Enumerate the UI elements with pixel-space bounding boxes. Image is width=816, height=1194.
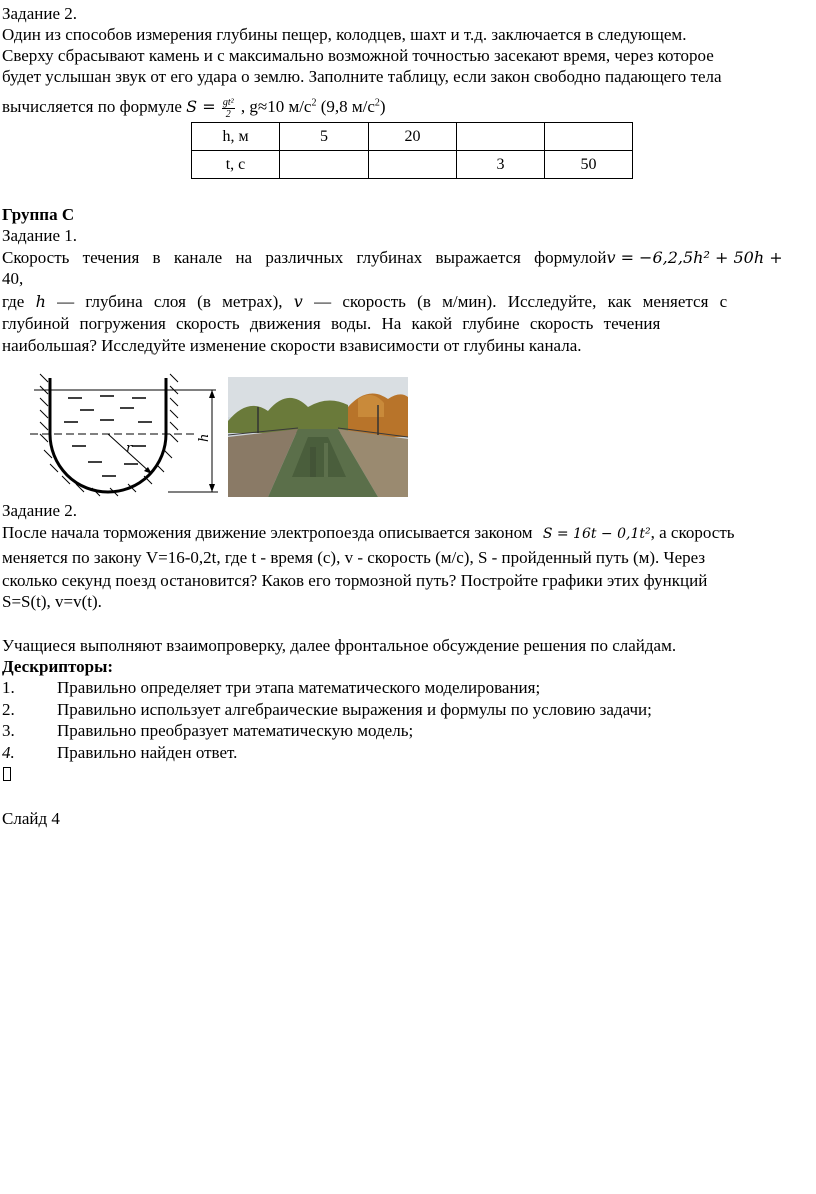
height-label: h [197,433,212,442]
task2-para-line1: Один из способов измерения глубины пещер, колодцев, шахт и т.д. заключается в следующем. [2,25,687,44]
table-cell: 5 [280,123,369,151]
list-item [0,743,816,764]
list-item [0,678,816,699]
formula-fraction [222,97,235,120]
task1-line1 [2,247,783,268]
task2b-line3: сколько секунд поезд остановится? Каков его тормозной путь? Постройте графики этих функций [2,571,708,590]
canal-cross-section-diagram [28,370,224,498]
formula-denominator: 2 [225,108,231,120]
table-cell: h, м [192,123,280,151]
table-cell: t, с [192,151,280,179]
task2b-line4: S=S(t), v=v(t). [2,592,102,611]
var-v: v [293,292,303,311]
g-value-alt: (9,8 м/с [316,97,375,116]
task1-line2: 40, [2,269,24,288]
task1-intro: Скорость течения в канале на различных глубинах выражается формулой [2,248,607,267]
g-exp-alt: 2 [374,97,380,109]
canal-photo [228,377,408,497]
slide-label: Слайд 4 [2,809,60,828]
task2b-line1 [2,522,735,545]
descriptors-heading: Дескрипторы: [2,657,114,676]
table-cell [280,151,369,179]
task1-h-def: — глубина слоя (в метрах), [57,292,283,311]
task2b-intro: После начала торможения движение электропоезда описывается законом [2,523,533,542]
task2-para-line3: будет услышан звук от его удара о землю. Заполните таблицу, если закон свободно падающего тела [2,67,722,86]
list-item-text: Правильно использует алгебраические выражения и формулы по условию задачи; [57,700,652,719]
task2-title: Задание 2. [2,4,77,23]
task2b-line2: меняется по закону V=16-0,2t, где t - время (с), v - скорость (м/с), S - пройденный путь (м). Через [2,548,706,567]
list-item [0,700,816,721]
table-cell: 20 [369,123,457,151]
table-row [192,123,633,151]
task2b-formula: S = 16t − 0,1t² [542,526,651,542]
g-exp: 2 [311,97,317,109]
list-item-text: Правильно преобразует математическую модель; [57,721,414,740]
task2-para-line2: Сверху сбрасывают камень и с максимально возможной точностью засекают время, через которое [2,46,714,65]
formula-s: S = [186,97,216,116]
list-item-text: Правильно определяет три этапа математического моделирования; [57,678,541,697]
list-item-number: 1. [2,678,15,697]
radius-label: r [126,441,133,456]
task1-line4: глубиной погружения скорость движения воды. На какой глубине скорость течения [2,314,661,333]
formula-numerator: gt² [222,96,234,108]
table-cell [369,151,457,179]
task1-where: где [2,292,25,311]
task2b-title: Задание 2. [2,501,77,520]
task2b-speed-intro: , а скорость [650,523,735,542]
table-cell: 50 [545,151,633,179]
task1-line5: наибольшая? Исследуйте изменение скорости взависимости от глубины канала. [2,336,582,355]
var-h: h [35,292,46,311]
list-item-text: Правильно найден ответ. [57,743,238,762]
task1-title: Задание 1. [2,226,77,245]
list-item-number: 2. [2,700,15,719]
peer-check-note: Учащиеся выполняют взаимопроверку, далее фронтальное обсуждение решения по слайдам. [2,636,677,655]
task1-line3 [2,291,727,312]
list-item-number: 3. [2,721,15,740]
task1-v-def: — скорость (в м/мин). Исследуйте, как меняется с [314,292,728,311]
table-cell [545,123,633,151]
list-item [0,721,816,742]
table-cell: 3 [457,151,545,179]
task2-para-line4 [2,96,386,120]
placeholder-box-icon [3,767,11,781]
height-time-table [191,122,633,179]
g-value: , g≈10 м/с [240,97,312,116]
formula-intro: вычисляется по формуле [2,97,182,116]
g-close: ) [379,97,386,116]
list-item-number: 4. [2,743,15,762]
group-c-heading: Группа С [2,205,75,224]
table-row [192,151,633,179]
table-cell [457,123,545,151]
task1-formula: v = −6,2,5h² + 50h + [606,248,783,267]
